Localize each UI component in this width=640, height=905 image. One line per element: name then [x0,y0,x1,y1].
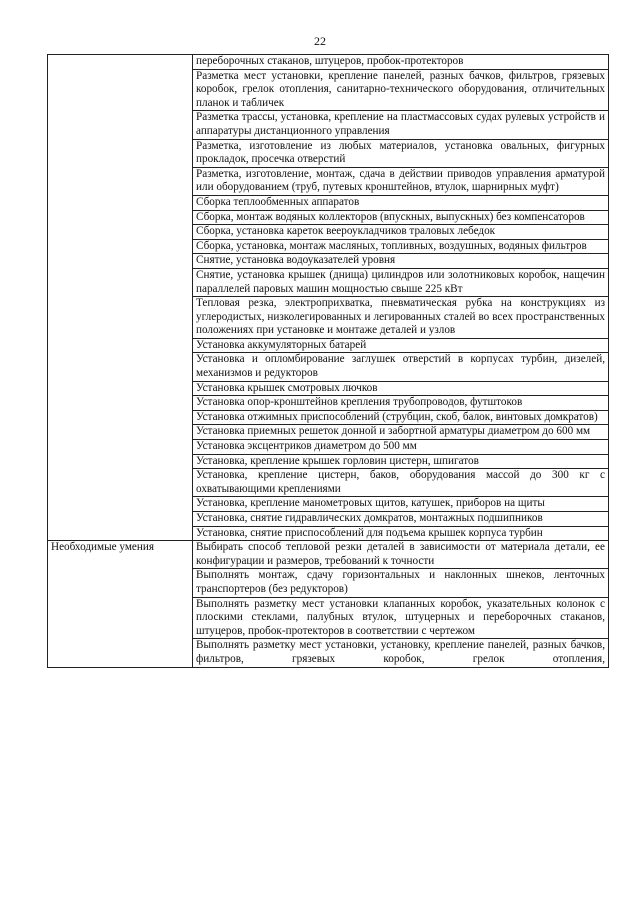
row-label [48,353,193,381]
row-text: Установка и опломбирование заглушек отверстий в корпусах турбин, дизелей, механизмов и редукторов [193,353,609,381]
row-text: Разметка, изготовление из любых материалов, установка овальных, фигурных прокладок, просечка отверстий [193,139,609,167]
table-row [48,569,609,597]
table-row [48,526,609,541]
row-text: Установка отжимных приспособлений (струбцин, скоб, балок, винтовых домкратов) [193,410,609,425]
row-text: Выбирать способ тепловой резки деталей в зависимости от материала детали, ее конфигурации и размеров, требований к точности [193,541,609,569]
table-row [48,541,609,569]
table-row [48,167,609,195]
table-body [48,55,609,668]
row-label [48,239,193,254]
row-label [48,338,193,353]
row-text: Сборка, монтаж водяных коллекторов (впускных, выпускных) без компенсаторов [193,210,609,225]
row-text: Установка опор-кронштейнов крепления трубопроводов, футштоков [193,396,609,411]
row-label [48,569,193,597]
row-label [48,195,193,210]
row-label [48,254,193,269]
row-text: Разметка мест установки, крепление панелей, разных бачков, фильтров, грязевых коробок, грелок отопления, санитарно-технического оборудования, отличительных планок и табличек [193,69,609,111]
row-text: Разметка, изготовление, монтаж, сдача в действии приводов управления арматурой или оборудованием (труб, путевых кронштейнов, втулок, шарнирных муфт) [193,167,609,195]
row-label [48,410,193,425]
table-row [48,410,609,425]
row-text: Установка аккумуляторных батарей [193,338,609,353]
row-label [48,597,193,639]
table-row [48,440,609,455]
row-text: Сборка, установка, монтаж масляных, топливных, воздушных, водяных фильтров [193,239,609,254]
row-text: Сборка теплообменных аппаратов [193,195,609,210]
row-text: Выполнять разметку мест установки клапанных коробок, указательных колонок с плоскими стеклами, палубных втулок, штуцерных и переборочных стаканов, штуцеров, пробок-протекторов в соответствии с чертежом [193,597,609,639]
row-text: Установка эксцентриков диаметром до 500 мм [193,440,609,455]
row-label [48,225,193,240]
row-text: Установка приемных решеток донной и забортной арматуры диаметром до 600 мм [193,425,609,440]
row-label [48,639,193,667]
row-text: Выполнять монтаж, сдачу горизонтальных и наклонных шнеков, ленточных транспортеров (без редукторов) [193,569,609,597]
row-text: Выполнять разметку мест установки, установку, крепление панелей, разных бачков, фильтров, грязевых коробок, грелок отопления, [193,639,609,667]
table-row [48,425,609,440]
row-text: Тепловая резка, электроприхватка, пневматическая рубка на конструкциях из углеродистых, низколегированных и легированных сталей во всех пространственных положениях при установке и монтаже деталей и узлов [193,297,609,339]
table-row [48,454,609,469]
row-label [48,69,193,111]
table-row [48,497,609,512]
row-label [48,396,193,411]
row-label [48,469,193,497]
table-row [48,639,609,667]
table-row [48,55,609,70]
row-text: Установка, крепление цистерн, баков, оборудования массой до 300 кг с охватывающими креплениями [193,469,609,497]
row-text: Установка крышек смотровых лючков [193,381,609,396]
row-label [48,512,193,527]
row-text: Снятие, установка крышек (днища) цилиндров или золотниковых коробок, нащечин параллелей паровых машин мощностью свыше 225 кВт [193,268,609,296]
row-label [48,381,193,396]
table-row [48,512,609,527]
table-row [48,254,609,269]
row-label [48,55,193,70]
row-text: Снятие, установка водоуказателей уровня [193,254,609,269]
table-row [48,469,609,497]
table-row [48,353,609,381]
table-row [48,396,609,411]
row-label [48,167,193,195]
row-label [48,526,193,541]
row-label [48,425,193,440]
table-row [48,338,609,353]
table-row [48,268,609,296]
row-text: Сборка, установка кареток веероукладчиков траловых лебедок [193,225,609,240]
row-text: Установка, крепление манометровых щитов, катушек, приборов на щиты [193,497,609,512]
row-text: переборочных стаканов, штуцеров, пробок-протекторов [193,55,609,70]
table-row [48,69,609,111]
row-label [48,497,193,512]
table-row [48,139,609,167]
table-row [48,297,609,339]
row-text: Установка, крепление крышек горловин цистерн, шпигатов [193,454,609,469]
competency-table [47,54,609,668]
table-row [48,225,609,240]
row-label: Необходимые умения [48,541,193,569]
row-label [48,111,193,139]
row-text: Установка, снятие гидравлических домкратов, монтажных подшипников [193,512,609,527]
row-label [48,268,193,296]
table-row [48,195,609,210]
row-label [48,139,193,167]
row-label [48,440,193,455]
row-label [48,454,193,469]
row-text: Разметка трассы, установка, крепление на пластмассовых судах рулевых устройств и аппаратуры дистанционного управления [193,111,609,139]
table-row [48,381,609,396]
row-text: Установка, снятие приспособлений для подъема крышек корпуса турбин [193,526,609,541]
table-row [48,210,609,225]
page-number: 22 [314,34,326,48]
table-row [48,111,609,139]
row-label [48,297,193,339]
row-label [48,210,193,225]
table-row [48,597,609,639]
table-row [48,239,609,254]
